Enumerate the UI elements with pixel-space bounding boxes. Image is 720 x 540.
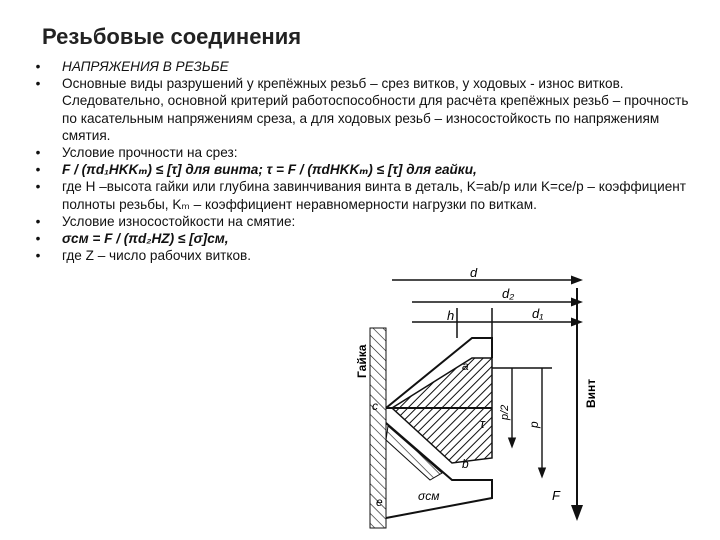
label-a: a	[462, 359, 469, 373]
label-e: e	[376, 495, 383, 509]
label-force: F	[552, 488, 560, 503]
failure-modes-text: Основные виды разрушений у крепёжных резьб – срез витков, у ходовых - износ витков. Следовательно, основной критерий работоспособности для расчёта крепёжных резьб – прочность по касательным напряжениям среза, а для ходовых резьб – износостойкость по напряжениям смятия.	[62, 76, 689, 143]
bullet-marker: •	[35, 231, 41, 247]
list-item	[32, 58, 697, 75]
list-item	[32, 144, 697, 161]
list-item	[32, 247, 697, 264]
label-c: c	[372, 399, 378, 413]
list-item	[32, 230, 697, 247]
bullet-marker: •	[35, 59, 41, 74]
list-item	[32, 178, 697, 212]
label-p2: p/2	[499, 404, 511, 420]
wear-condition-label: Условие износостойкости на смятие:	[62, 213, 296, 229]
label-h: h	[447, 308, 455, 323]
label-p: p	[527, 421, 541, 428]
label-d: d	[470, 268, 478, 280]
bearing-formula: σсм = F / (πd₂HZ) ≤ [σ]см,	[62, 231, 229, 247]
label-sigma: σсм	[418, 489, 440, 503]
bullet-marker: •	[35, 76, 41, 92]
label-tau: τ	[480, 416, 485, 431]
bullet-marker: •	[35, 179, 41, 195]
label-b: b	[462, 457, 469, 471]
label-screw: Винт	[584, 378, 598, 408]
label-d2: d₂	[502, 286, 515, 301]
section-heading: НАПРЯЖЕНИЯ В РЕЗЬБЕ	[62, 59, 229, 74]
bullet-marker: •	[35, 248, 41, 264]
bullet-marker: •	[35, 145, 41, 161]
bullet-marker: •	[35, 213, 41, 229]
list-item	[32, 161, 697, 178]
thread-diagram	[352, 268, 602, 534]
list-item	[32, 75, 697, 144]
slide-title: Резьбовые соединения	[42, 24, 302, 49]
label-nut: Гайка	[355, 344, 369, 378]
dimension-lines	[392, 280, 577, 338]
label-d1: d₁	[532, 306, 544, 321]
list-item	[32, 213, 697, 230]
shear-condition-label: Условие прочности на срез:	[62, 145, 238, 161]
formula-legend: где H –высота гайки или глубина завинчивания винта в деталь, K=ab/p или K=ce/p – коэффициент полноты резьбы, Kₘ – коэффициент неравномерности нагрузки по виткам.	[62, 179, 686, 212]
z-definition: где Z – число рабочих витков.	[62, 248, 252, 264]
bullet-list	[32, 58, 697, 264]
shear-formula: F / (πd₁HKKₘ) ≤ [τ] для винта; τ = F / (πdHKKₘ) ≤ [τ] для гайки,	[62, 162, 477, 178]
bullet-marker: •	[35, 162, 41, 178]
